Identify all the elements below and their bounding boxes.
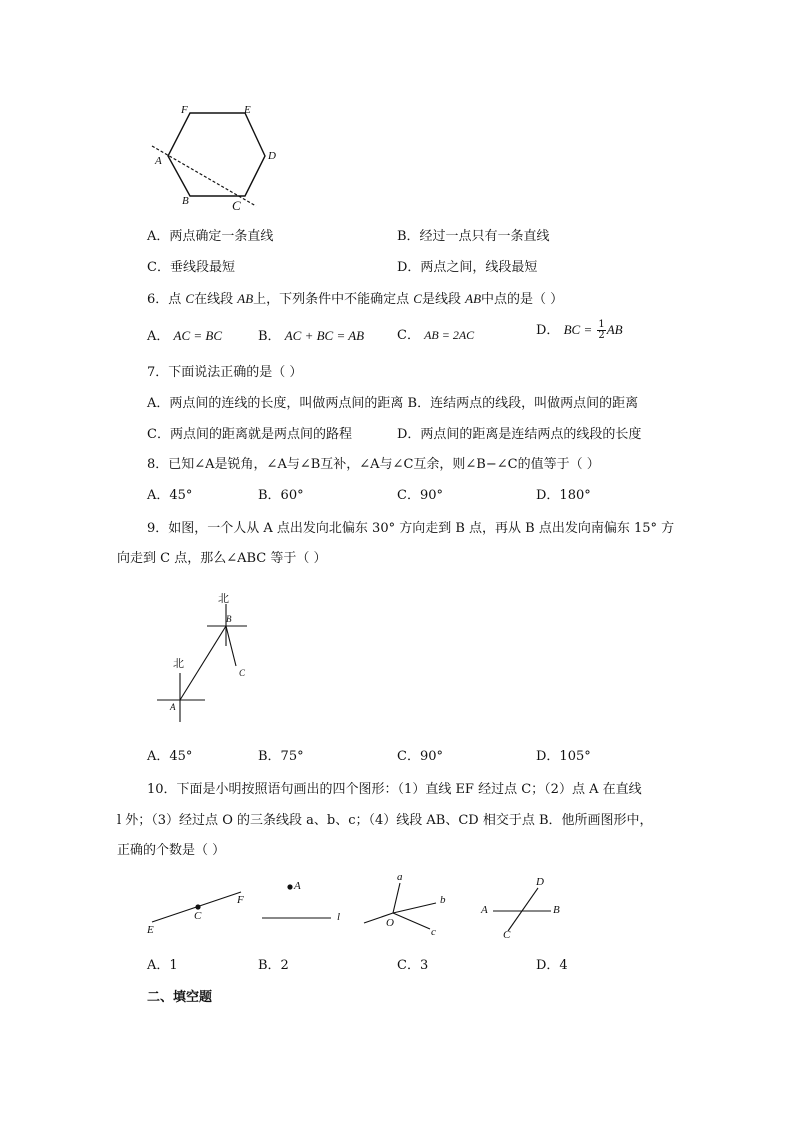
q5-option-d: D．两点之间，线段最短 [397, 260, 538, 275]
fig4-label-a: A [481, 904, 488, 916]
bearing-label-b: B [226, 614, 232, 624]
q10-option-a: A．1 [147, 958, 178, 973]
fraction-denominator: 2 [598, 330, 605, 341]
fig3-label-b: b [440, 894, 446, 906]
hex-label-d: D [268, 150, 276, 162]
fig4-label-d: D [536, 876, 544, 888]
fraction-numerator: 1 [598, 319, 605, 330]
q6-option-expr: AC = BC [173, 328, 223, 343]
q7-option-ab: A．两点间的连线的长度，叫做两点间的距离 B．连结两点的线段，叫做两点间的距离 [147, 396, 639, 411]
q7-option-d: D．两点间的距离是连结两点的线段的长度 [397, 427, 642, 442]
q6-option-expr: BC = [563, 322, 593, 337]
q5-option-a: A．两点确定一条直线 [147, 229, 274, 244]
q10-stem-line1: 10．下面是小明按照语句画出的四个图形：（1）直线 EF 经过点 C；（2）点 A 在直线 [147, 782, 642, 797]
q6-option-expr: AC + BC = AB [284, 328, 365, 343]
q6-segment-ab: AB [465, 291, 482, 306]
q9-option-a: A．45° [147, 749, 193, 764]
segment-oc [393, 913, 430, 929]
q10-stem-line2: l 外；（3）经过点 O 的三条线段 a、b、c；（4）线段 AB、CD 相交于点 B．他所画图形中， [117, 813, 653, 828]
bearing-label-a: A [170, 702, 176, 712]
q6-stem-part: 中点的是（ ） [481, 292, 564, 307]
point-a-dot [287, 884, 292, 889]
q8-option-d: D．180° [536, 488, 591, 503]
q6-option-label: B． [258, 329, 281, 344]
q8-option-c: C．90° [397, 488, 443, 503]
point-c-dot [195, 904, 200, 909]
q6-point-c: C [413, 291, 422, 306]
q6-option-label: D． [536, 323, 560, 338]
fig2-label-a: A [294, 880, 301, 892]
q10-option-d: D．4 [536, 958, 568, 973]
q6-stem-part: 上，下列条件中不能确定点 [253, 292, 410, 307]
q6-option-label: C． [397, 328, 420, 343]
q7-stem: 7．下面说法正确的是（ ） [147, 365, 303, 380]
section-title: 二、填空题 [147, 990, 213, 1005]
q6-stem-part: 6．点 [147, 292, 182, 307]
q10-option-c: C．3 [397, 958, 429, 973]
fig4-label-b: B [553, 904, 560, 916]
hex-label-a: A [155, 155, 162, 167]
q6-option-expr: AB = 2AC [424, 328, 475, 342]
hex-label-c: C [232, 198, 241, 213]
q9-stem-line2: 向走到 C 点，那么∠ABC 等于（ ） [117, 551, 327, 566]
q6-option-label: A． [147, 329, 170, 344]
fig3-label-o: O [386, 917, 394, 929]
q9-stem-line1: 9．如图，一个人从 A 点出发向北偏东 30° 方向走到 B 点，再从 B 点出发向南偏东 15° 方 [147, 521, 675, 536]
fig3-label-a: a [397, 871, 403, 883]
north-label-b: 北 [218, 592, 229, 605]
fig2-label-l: l [337, 911, 341, 923]
fig4-label-c: C [503, 929, 511, 941]
q8-option-b: B．60° [258, 488, 304, 503]
hex-label-b: B [182, 195, 189, 207]
segment-ob [393, 903, 436, 913]
q6-segment-ab: AB [237, 291, 254, 306]
q9-option-b: B．75° [258, 749, 304, 764]
hex-label-f: F [181, 104, 188, 116]
fig1-label-e: E [147, 924, 154, 936]
q8-stem: 8．已知∠A是锐角，∠A与∠B互补，∠A与∠C互余，则∠B−∠C的值等于（ ） [147, 457, 600, 472]
q6-stem-part: 在线段 [194, 292, 234, 307]
q8-option-a: A．45° [147, 488, 193, 503]
fig3-label-c: c [431, 926, 436, 938]
north-label-a: 北 [173, 657, 184, 670]
q6-point-c: C [185, 291, 195, 306]
q5-option-b: B．经过一点只有一条直线 [397, 229, 550, 244]
segment-oa [393, 883, 400, 913]
hex-label-e: E [244, 104, 251, 116]
q9-option-d: D．105° [536, 749, 591, 764]
q10-stem-line3: 正确的个数是（ ） [117, 843, 226, 858]
fig1-label-c: C [194, 910, 202, 922]
fig1-label-f: F [237, 894, 244, 906]
q5-option-c: C．垂线段最短 [147, 260, 235, 275]
q7-option-c: C．两点间的距离就是两点间的路程 [147, 427, 352, 442]
q6-option-expr: AB [606, 322, 623, 337]
bearing-label-c: C [239, 668, 246, 678]
q9-option-c: C．90° [397, 749, 443, 764]
segment-cd [508, 888, 538, 931]
q10-option-b: B．2 [258, 958, 289, 973]
q6-stem-part: 是线段 [421, 292, 461, 307]
